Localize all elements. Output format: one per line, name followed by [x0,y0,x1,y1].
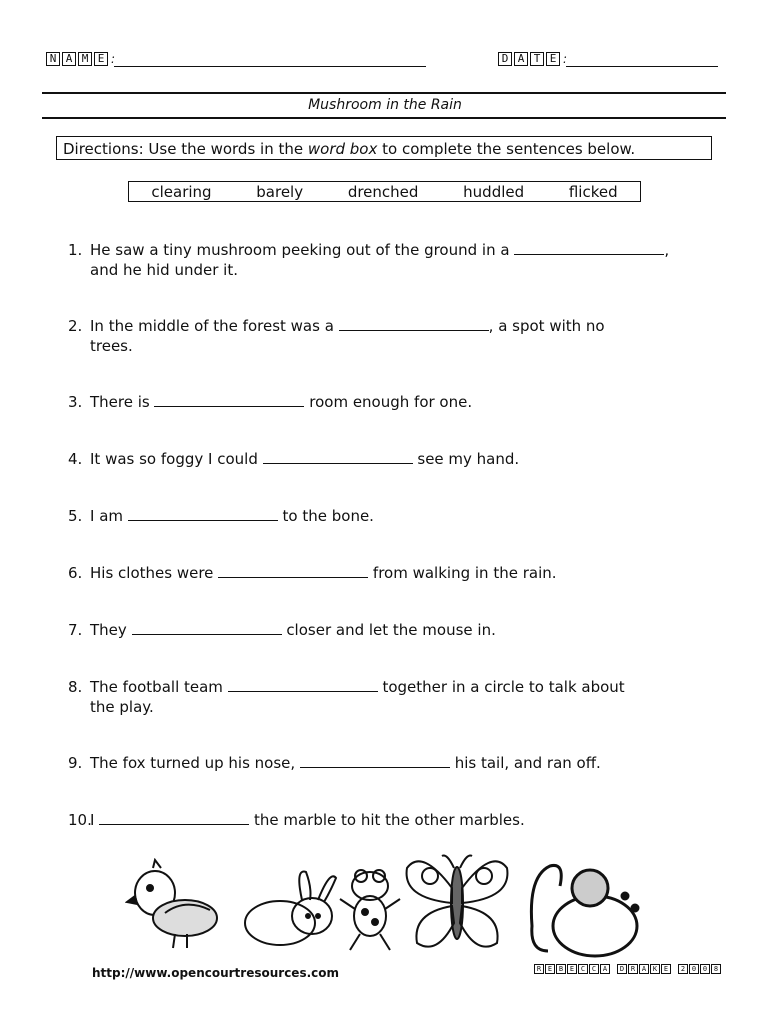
question-2: 2. In the middle of the forest was a , a spot with no trees. [68,317,605,355]
credit-letter: B [556,964,566,974]
word-box-item: drenched [347,182,419,201]
mouse-clipart [520,856,640,961]
name-field[interactable] [114,66,426,67]
credit-letter: C [589,964,599,974]
title-rule-bottom [42,117,726,119]
question-7: 7. They closer and let the mouse in. [68,621,496,639]
credit-letter: R [534,964,544,974]
credit-letter: 0 [700,964,710,974]
answer-blank[interactable] [99,812,249,825]
name-label: N A M E : [46,52,115,66]
answer-blank[interactable] [128,508,278,521]
question-9: 9. The fox turned up his nose, his tail, and ran off. [68,754,601,772]
worksheet-title: Mushroom in the Rain [308,97,462,113]
question-10: 10.I the marble to hit the other marbles. [68,811,525,829]
word-box-item: huddled [463,182,525,201]
directions-text-after: to complete the sentences below. [377,140,636,158]
credit-letter: A [639,964,649,974]
question-1: 1. He saw a tiny mushroom peeking out of the ground in a , and he hid under it. [68,241,670,279]
artist-credit [534,964,721,974]
answer-blank[interactable] [228,679,378,692]
directions-text-before: Use the words in the [143,140,308,158]
word-box-item: flicked [568,182,618,201]
credit-letter: E [661,964,671,974]
bird-clipart [125,858,225,953]
title-rule-top [42,92,726,94]
answer-blank[interactable] [339,318,489,331]
answer-blank[interactable] [154,394,304,407]
credit-gap [611,964,616,974]
credit-letter: 0 [689,964,699,974]
credit-letter: C [578,964,588,974]
answer-blank[interactable] [514,242,664,255]
question-8: 8. The football team together in a circle to talk about the play. [68,678,625,716]
answer-blank[interactable] [263,451,413,464]
directions-emphasis: word box [307,140,378,158]
question-5: 5. I am to the bone. [68,507,374,525]
credit-letter: K [650,964,660,974]
credit-letter: R [628,964,638,974]
credit-letter: A [600,964,610,974]
credit-letter: 8 [711,964,721,974]
answer-blank[interactable] [218,565,368,578]
question-4: 4. It was so foggy I could see my hand. [68,450,520,468]
bunny-clipart [240,868,340,953]
source-url: http://www.opencourtresources.com [92,966,340,980]
credit-letter: E [545,964,555,974]
directions-box [56,136,712,160]
credit-letter: D [617,964,627,974]
question-3: 3. There is room enough for one. [68,393,473,411]
credit-letter: E [567,964,577,974]
date-field[interactable] [566,66,718,67]
frog-clipart [335,864,405,954]
credit-gap [672,964,677,974]
directions-label: Directions: [63,140,144,158]
answer-blank[interactable] [300,755,450,768]
word-box [128,181,641,202]
word-box-item: barely [256,182,304,201]
question-6: 6. His clothes were from walking in the rain. [68,564,557,582]
date-label: D A T E : [498,52,567,66]
butterfly-clipart [402,848,512,958]
answer-blank[interactable] [132,622,282,635]
word-box-item: clearing [151,182,212,201]
credit-letter: 2 [678,964,688,974]
